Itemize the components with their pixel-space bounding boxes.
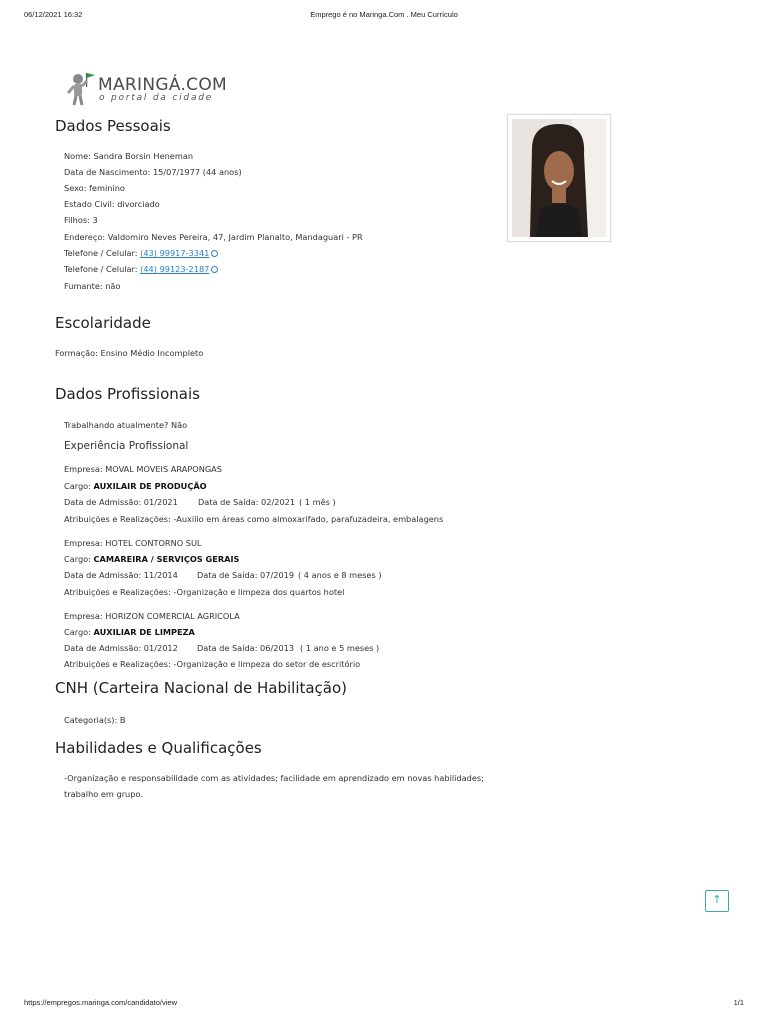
whatsapp-icon[interactable] [211,250,218,257]
section-heading-cnh: CNH (Carteira Nacional de Habilitação) [55,679,348,697]
mascot-logo-icon [66,71,96,107]
job-admissao: Data de Admissão: 11/2014 [64,570,178,580]
field-filhos: Filhos: 3 [64,215,98,225]
habilidades-line-1: -Organização e responsabilidade com as atividades; facilidade em aprendizado em novas habilidades; [64,773,484,783]
job-atribuicoes: Atribuições e Realizações: -Auxilio em áreas como almoxarifado, parafuzadeira, embalagens [64,514,444,524]
section-heading-dados-pessoais: Dados Pessoais [55,117,171,135]
print-header [0,10,768,24]
phone-link-2[interactable]: (44) 99123-2187 [140,264,210,274]
print-page-number: 1/1 [733,998,744,1007]
phone-label: Telefone / Celular: [64,248,138,258]
field-nascimento: Data de Nascimento: 15/07/1977 (44 anos) [64,167,242,177]
job-cargo-value: CAMAREIRA / SERVIÇOS GERAIS [93,554,240,564]
logo-tagline: o portal da cidade [99,93,214,103]
job-cargo [64,627,195,637]
job-cargo-label: Cargo: [64,627,91,637]
job-duracao: ( 4 anos e 8 meses ) [298,570,382,580]
job-admissao: Data de Admissão: 01/2012 [64,643,178,653]
section-heading-escolaridade: Escolaridade [55,314,151,332]
job-atribuicoes: Atribuições e Realizações: -Organização e limpeza do setor de escritório [64,659,361,669]
print-footer [0,998,768,1010]
job-atribuicoes: Atribuições e Realizações: -Organização e limpeza dos quartos hotel [64,587,345,597]
phone-link-1[interactable]: (43) 99917-3341 [140,248,210,258]
job-cargo-value: AUXILIAR DE LIMPEZA [93,627,195,637]
logo-brand: MARINGÁ.COM [98,75,227,95]
job-cargo-label: Cargo: [64,554,91,564]
field-cnh-categoria: Categoria(s): B [64,715,126,725]
field-telefone-1 [64,248,218,258]
job-cargo [64,481,207,491]
field-sexo: Sexo: feminino [64,183,125,193]
phone-label: Telefone / Celular: [64,264,138,274]
field-formacao: Formação: Ensino Médio Incompleto [55,348,204,358]
arrow-up-icon: ↑ [712,893,722,906]
job-cargo [64,554,239,564]
subheading-experiencia: Experiência Profissional [64,440,189,452]
job-duracao: ( 1 mês ) [299,497,336,507]
job-saida: Data de Saída: 02/2021 [198,497,296,507]
site-logo[interactable] [66,71,227,107]
print-date: 06/12/2021 16:32 [24,10,83,19]
job-empresa: Empresa: HORIZON COMERCIAL AGRICOLA [64,611,240,621]
job-empresa: Empresa: HOTEL CONTORNO SUL [64,538,202,548]
field-nome: Nome: Sandra Borsin Heneman [64,151,194,161]
job-cargo-value: AUXILAIR DE PRODUÇÃO [93,481,207,491]
section-heading-dados-profissionais: Dados Profissionais [55,385,200,403]
field-fumante: Fumante: não [64,281,121,291]
back-to-top-button[interactable] [705,890,729,912]
field-telefone-2 [64,264,218,274]
field-trabalhando: Trabalhando atualmente? Não [64,420,188,430]
whatsapp-icon[interactable] [211,266,218,273]
job-saida: Data de Saída: 07/2019 [197,570,295,580]
profile-photo-frame [507,114,611,242]
field-estado-civil: Estado Civil: divorciado [64,199,160,209]
job-cargo-label: Cargo: [64,481,91,491]
job-empresa: Empresa: MOVAL MOVEIS ARAPONGAS [64,464,222,474]
profile-photo [512,119,606,237]
print-title: Emprego é no Maringa.Com . Meu Currículo [310,10,458,19]
job-saida: Data de Saída: 06/2013 [197,643,295,653]
habilidades-line-2: trabalho em grupo. [64,789,143,799]
job-duracao: ( 1 ano e 5 meses ) [300,643,380,653]
job-admissao: Data de Admissão: 01/2021 [64,497,178,507]
section-heading-habilidades: Habilidades e Qualificações [55,739,262,757]
field-endereco: Endereço: Valdomiro Neves Pereira, 47, Jardim Planalto, Mandaguari - PR [64,232,363,242]
print-url: https://empregos.maringa.com/candidato/view [24,998,177,1007]
